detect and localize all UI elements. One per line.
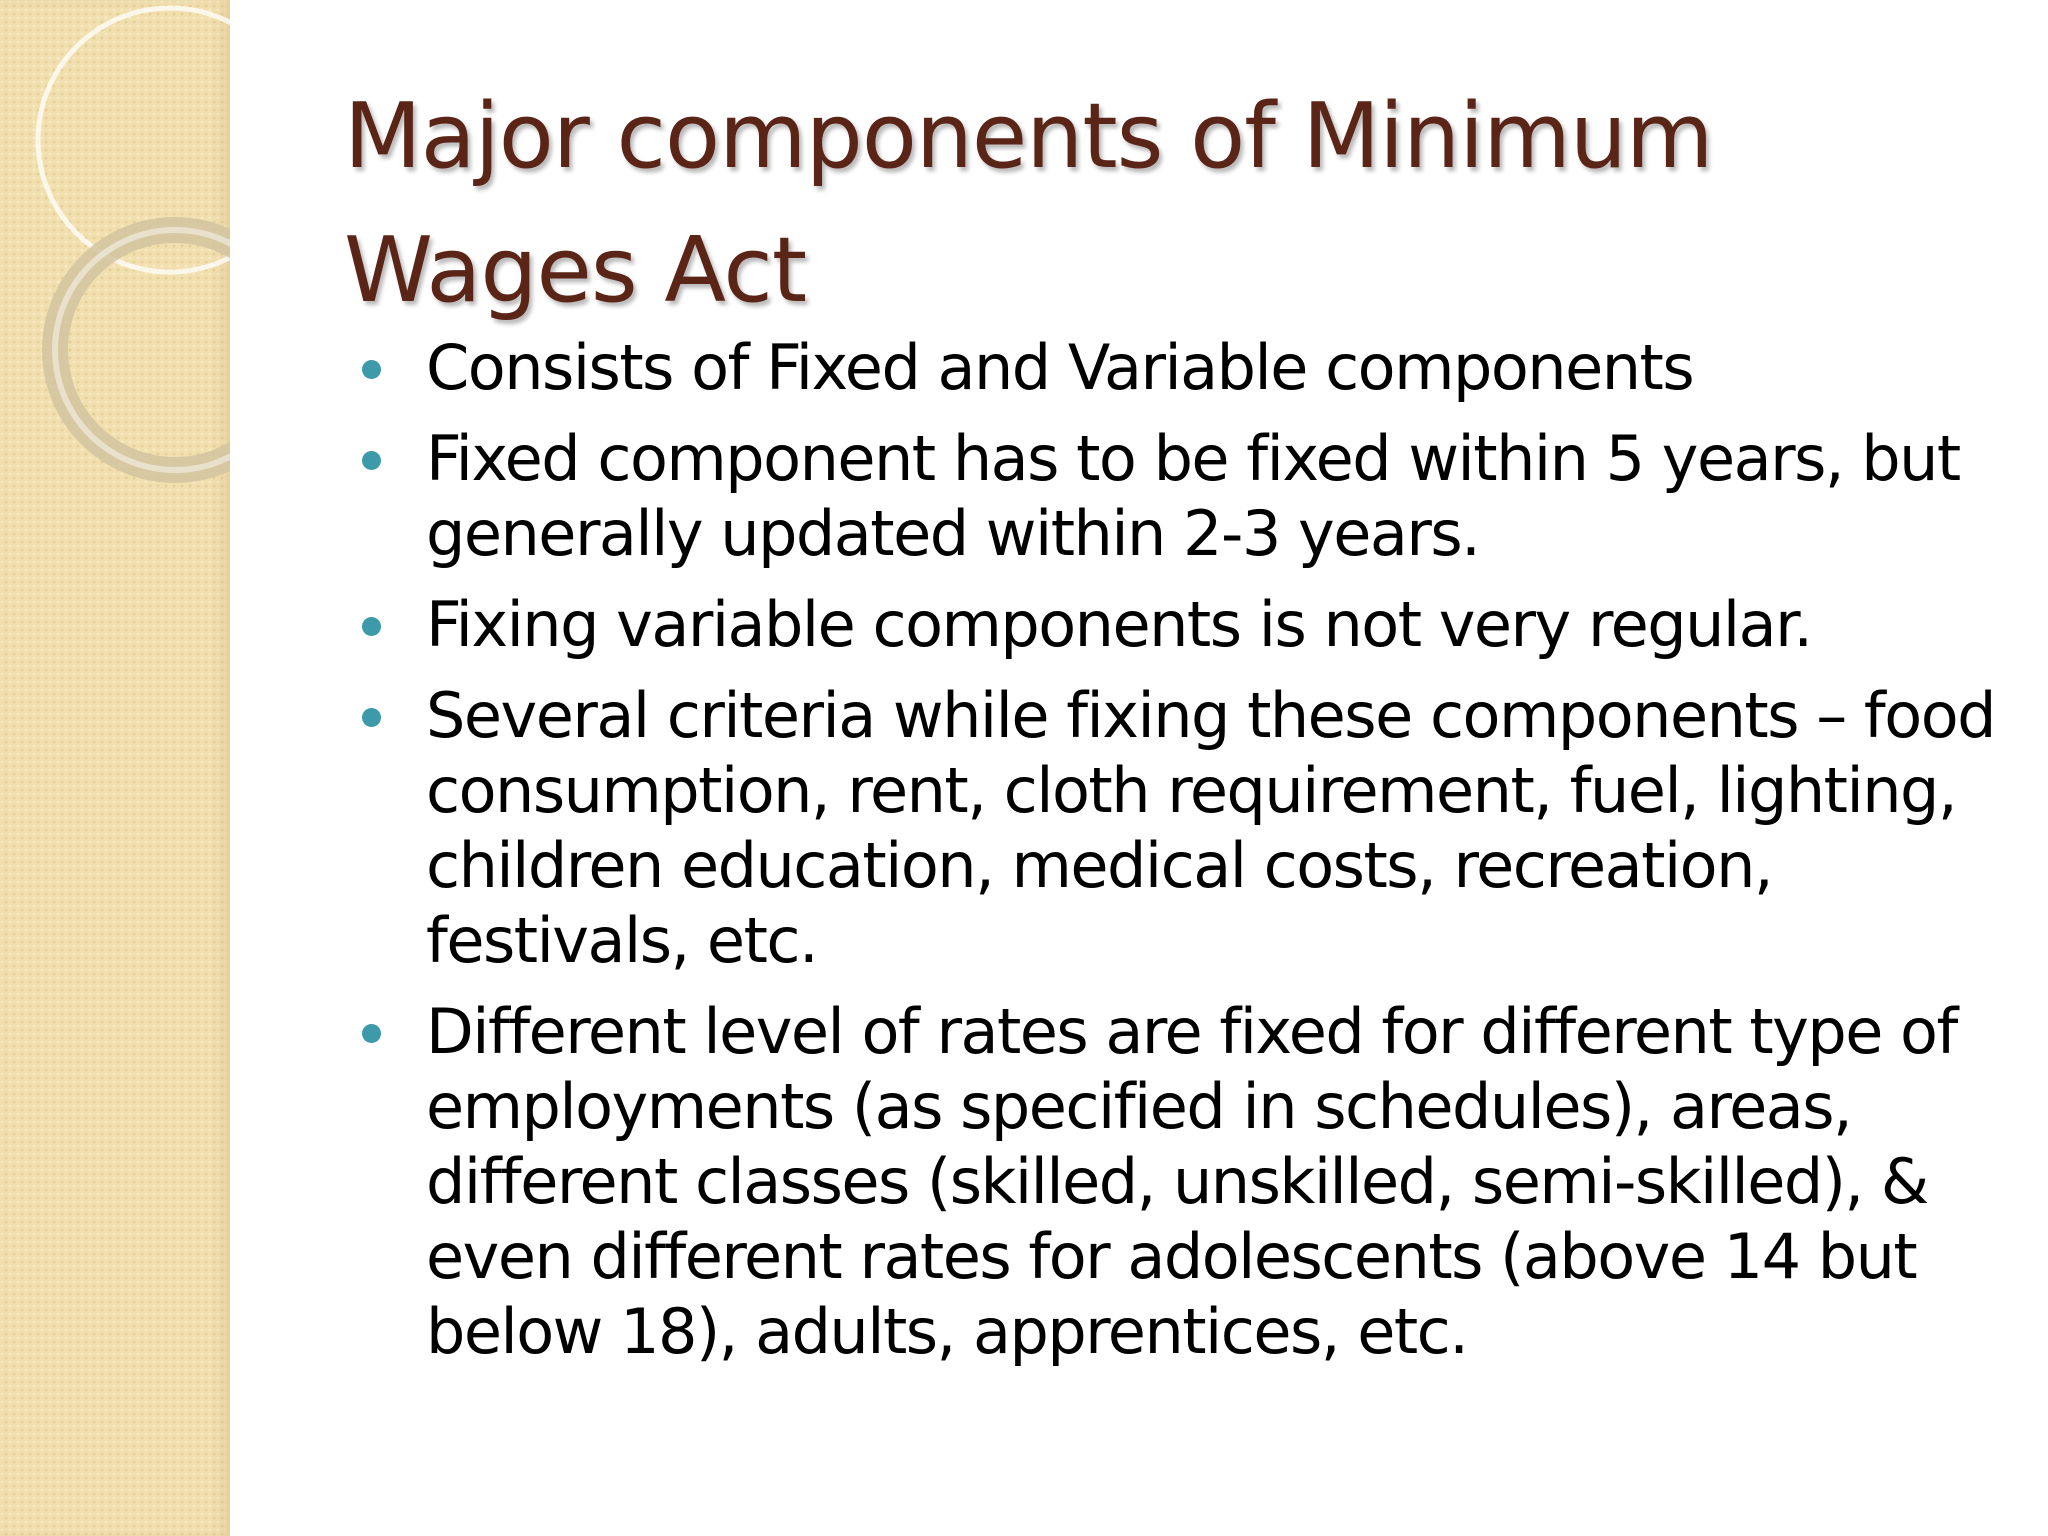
bullet-text: Fixing variable components is not very regular. <box>426 588 1812 661</box>
bullet-dot-icon <box>362 617 381 636</box>
bullet-list <box>362 330 2002 1385</box>
bullet-item <box>362 421 2002 571</box>
bullet-item <box>362 330 2002 405</box>
bullet-text: Consists of Fixed and Variable components <box>426 331 1694 404</box>
bullet-item <box>362 994 2002 1369</box>
slide-title: Major components of Minimum Wages Act <box>344 84 1713 323</box>
decorative-rings-icon <box>0 0 230 520</box>
bullet-dot-icon <box>362 451 381 470</box>
bullet-dot-icon <box>362 708 381 727</box>
decorative-side-panel <box>0 0 230 1536</box>
bullet-dot-icon <box>362 1024 381 1043</box>
bullet-dot-icon <box>362 360 381 379</box>
bullet-text: Different level of rates are fixed for different type of employments (as specified in schedules), areas, different classes (skilled, unskilled, semi-skilled), & even different rates for adolescents (above 14 but below 18), adults, apprentices, etc. <box>426 995 1957 1368</box>
bullet-text: Fixed component has to be fixed within 5 years, but generally updated within 2-3 years. <box>426 422 1960 570</box>
bullet-item <box>362 587 2002 662</box>
bullet-item <box>362 678 2002 978</box>
bullet-text: Several criteria while fixing these components – food consumption, rent, cloth requirement, fuel, lighting, children education, medical costs, recreation, festivals, etc. <box>426 679 1995 977</box>
